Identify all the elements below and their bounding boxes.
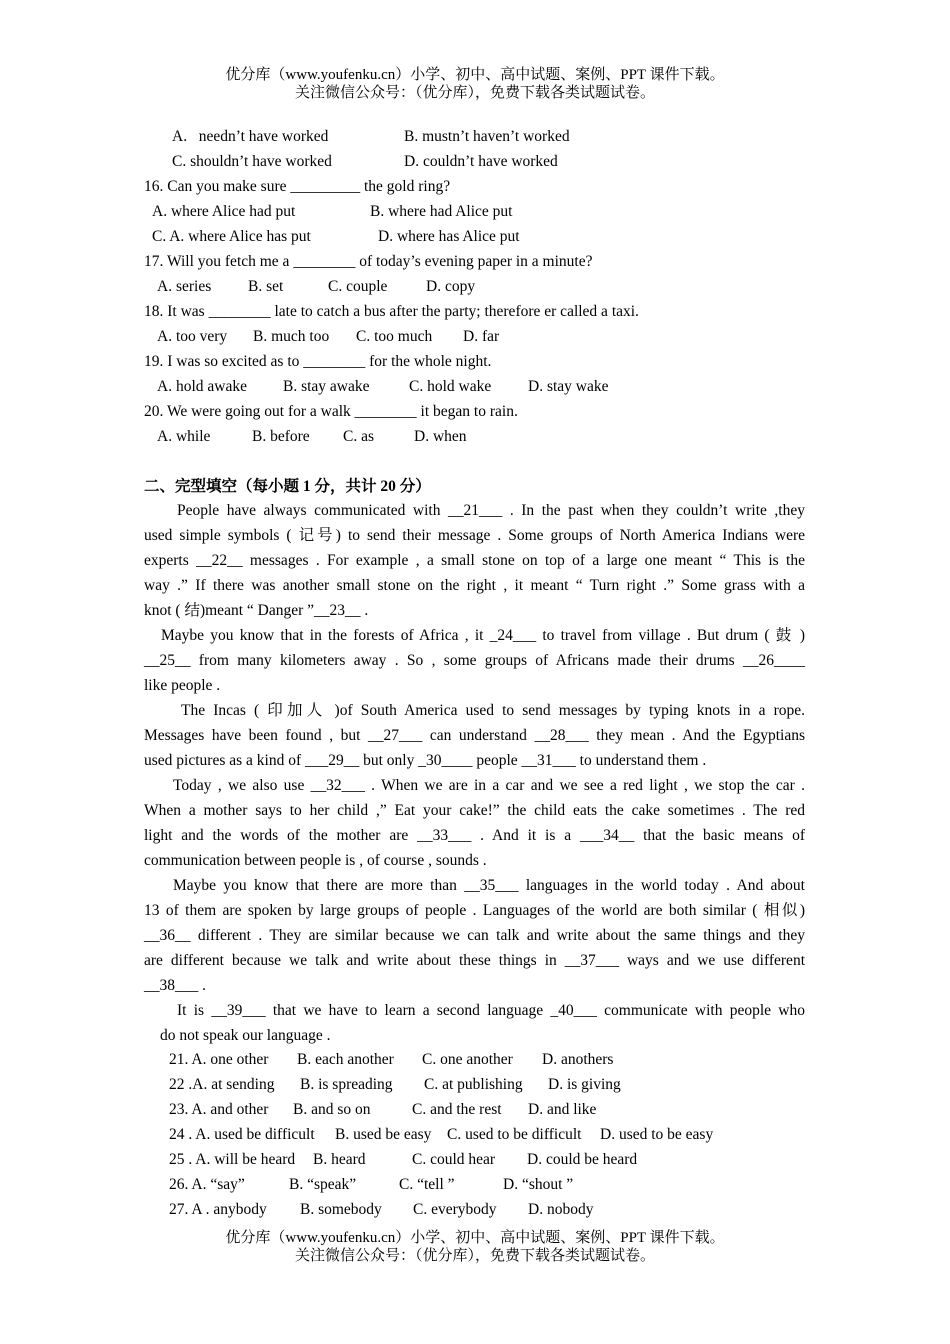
passage-line: used pictures as a kind of ___29__ but only _30____ people __31___ to understand them . (144, 752, 707, 769)
q23-option-c: C. and the rest (412, 1101, 502, 1118)
q21-option-d: D. anothers (542, 1051, 614, 1068)
passage-line: It is __39___ that we have to learn a second language _40___ communicate with people who (177, 1002, 805, 1019)
q18-option-d: D. far (463, 328, 500, 345)
q20-stem: 20. We were going out for a walk ________ it began to rain. (144, 403, 518, 420)
q16-option-d: D. where has Alice put (378, 228, 520, 245)
q19-option-a: A. hold awake (157, 378, 247, 395)
q23-option-b: B. and so on (293, 1101, 371, 1118)
passage-line: Maybe you know that there are more than __35___ languages in the world today . And about (173, 877, 805, 894)
q20-option-c: C. as (343, 428, 374, 445)
q17-option-c: C. couple (328, 278, 388, 295)
q15-option-d: D. couldn’t have worked (404, 153, 558, 170)
q18-option-c: C. too much (356, 328, 433, 345)
page-footer (0, 1229, 950, 1265)
q26-option-d: D. “shout ” (503, 1176, 574, 1193)
passage-line: __38___ . (144, 977, 206, 994)
q22-option-d: D. is giving (548, 1076, 621, 1093)
passage-line: __25__ from many kilometers away . So , some groups of Africans made their drums __26____ (144, 652, 805, 669)
q24-option-d: D. used to be easy (600, 1126, 714, 1143)
passage-line: Messages have been found , but __27___ can understand __28___ they mean . And the Egyptians (144, 727, 805, 744)
q18-option-b: B. much too (253, 328, 330, 345)
q24-option-a: 24 . A. used be difficult (169, 1126, 315, 1143)
q24-option-c: C. used to be difficult (447, 1126, 582, 1143)
passage-line: light and the words of the mother are __33___ . And it is a ___34__ that the basic means of (144, 827, 805, 844)
q17-option-d: D. copy (426, 278, 476, 295)
header-line-1: 优分库（www.youfenku.cn）小学、初中、高中试题、案例、PPT 课件下载。 (225, 67, 725, 83)
q27-option-c: C. everybody (413, 1201, 497, 1218)
q21-option-c: C. one another (422, 1051, 513, 1068)
q17-option-b: B. set (248, 278, 284, 295)
q20-option-d: D. when (414, 428, 467, 445)
q22-option-b: B. is spreading (300, 1076, 393, 1093)
q17-option-a: A. series (157, 278, 212, 295)
q16-option-b: B. where had Alice put (370, 203, 513, 220)
passage-line: The Incas ( 印加人 )of South America used to send messages by typing knots in a rope. (181, 702, 805, 719)
q20-option-b: B. before (252, 428, 310, 445)
q24-option-b: B. used be easy (335, 1126, 432, 1143)
q26-option-b: B. “speak” (289, 1176, 357, 1193)
q27-option-d: D. nobody (528, 1201, 594, 1218)
q26-option-a: 26. A. “say” (169, 1176, 245, 1193)
passage-line: communication between people is , of course , sounds . (144, 852, 487, 869)
q23-option-d: D. and like (528, 1101, 597, 1118)
q20-option-a: A. while (157, 428, 211, 445)
q16-option-a: A. where Alice had put (152, 203, 296, 220)
q16-option-c: C. A. where Alice has put (152, 228, 311, 245)
q25-option-b: B. heard (313, 1151, 366, 1168)
q22-option-a: 22 .A. at sending (169, 1076, 275, 1093)
passage-line: Maybe you know that in the forests of Africa , it _24___ to travel from village . But drum ( 鼓 ) (161, 627, 805, 644)
q15-option-b: B. mustn’t haven’t worked (404, 128, 570, 145)
q25-option-c: C. could hear (412, 1151, 496, 1168)
header-line-2: 关注微信公众号：（优分库），免费下载各类试题试卷。 (294, 85, 655, 101)
q25-option-d: D. could be heard (527, 1151, 638, 1168)
q26-option-c: C. “tell ” (399, 1176, 455, 1193)
q15-option-a: A. needn’t have worked (172, 128, 329, 145)
passage-line: Today , we also use __32___ . When we are in a car and we see a red light , we stop the car . (173, 777, 805, 794)
passage-line: People have always communicated with __21___ . In the past when they couldn’t write ,they (177, 502, 805, 519)
q19-stem: 19. I was so excited as to ________ for the whole night. (144, 353, 492, 370)
passage-line: do not speak our language . (160, 1027, 331, 1044)
passage-line: used simple symbols ( 记号) to send their message . Some groups of North America Indians were (144, 527, 805, 544)
q25-option-a: 25 . A. will be heard (169, 1151, 296, 1168)
q16-stem: 16. Can you make sure _________ the gold ring? (144, 178, 451, 195)
page-header (0, 66, 950, 102)
q21-option-a: 21. A. one other (169, 1051, 269, 1068)
passage-line: like people . (144, 677, 221, 694)
passage-line: __36__ different . They are similar because we can talk and write about the same things and they (144, 927, 805, 944)
q19-option-d: D. stay wake (528, 378, 609, 395)
q27-option-a: 27. A . anybody (169, 1201, 267, 1218)
q21-option-b: B. each another (297, 1051, 394, 1068)
passage-line: knot ( 结)meant “ Danger ”__23__ . (144, 602, 369, 619)
passage-line: 13 of them are spoken by large groups of people . Languages of the world are both similar ( 相似) (144, 902, 805, 919)
q22-option-c: C. at publishing (424, 1076, 523, 1093)
q19-option-c: C. hold wake (409, 378, 492, 395)
passage-line: experts __22__ messages . For example , a small stone on top of a large one meant “ This is the (144, 552, 805, 569)
footer-line-2: 关注微信公众号：（优分库），免费下载各类试题试卷。 (294, 1248, 655, 1264)
passage-line: When a mother says to her child ,” Eat your cake!” the child eats the cake sometimes . The red (144, 802, 805, 819)
passage-line: way .” If there was another small stone on the right , it meant “ Turn right .” Some grass with a (144, 577, 805, 594)
q27-option-b: B. somebody (300, 1201, 382, 1218)
q18-stem: 18. It was ________ late to catch a bus after the party; therefore er called a taxi. (144, 303, 639, 320)
footer-line-1: 优分库（www.youfenku.cn）小学、初中、高中试题、案例、PPT 课件下载。 (225, 1230, 725, 1246)
q15-option-c: C. shouldn’t have worked (172, 153, 332, 170)
section-title: 二、完型填空（每小题 1 分，共计 20 分） (144, 478, 431, 495)
q18-option-a: A. too very (157, 328, 228, 345)
q23-option-a: 23. A. and other (169, 1101, 269, 1118)
passage-line: are different because we talk and write about these things in __37___ ways and we use different (144, 952, 805, 969)
q17-stem: 17. Will you fetch me a ________ of today’s evening paper in a minute? (144, 253, 593, 270)
q19-option-b: B. stay awake (283, 378, 370, 395)
